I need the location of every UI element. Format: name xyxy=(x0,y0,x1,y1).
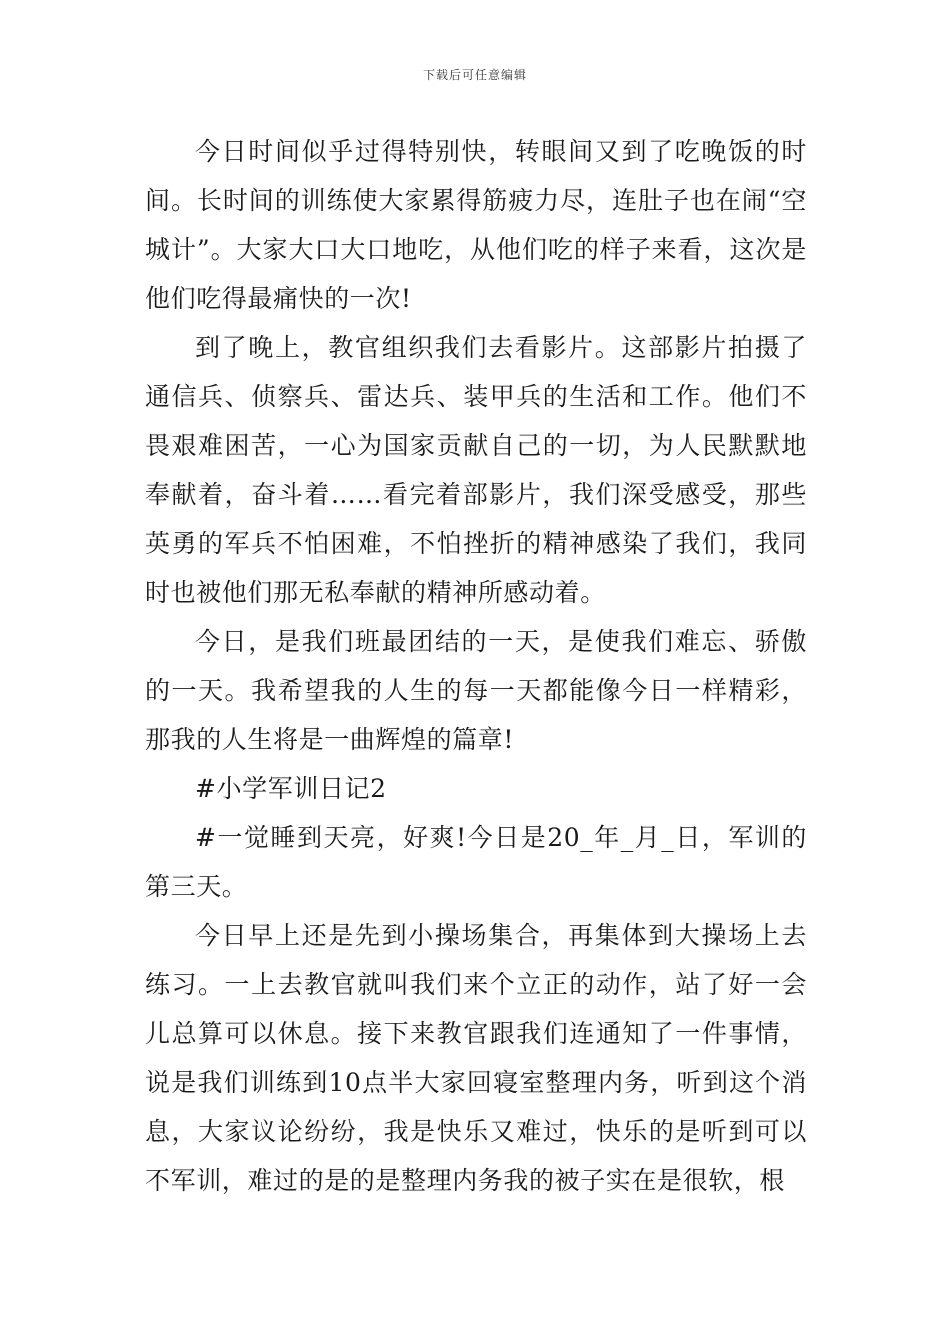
paragraph-dinner: 今日时间似乎过得特别快，转眼间又到了吃晚饭的时间。长时间的训练使大家累得筋疲力尽，连肚子也在闹“空城计”。大家大口大口地吃，从他们吃的样子来看，这次是他们吃得最痛快的一次! xyxy=(145,137,807,313)
page-header-note: 下载后可任意编辑 xyxy=(422,68,527,82)
section-heading: #小学军训日记2 xyxy=(195,774,387,803)
paragraph-conclusion: 今日，是我们班最团结的一天，是使我们难忘、骄傲的一天。我希望我的人生的每一天都能像今日一样精彩，那我的人生将是一曲辉煌的篇章! xyxy=(145,627,807,754)
paragraph-morning: 今日早上还是先到小操场集合，再集体到大操场上去练习。一上去教官就叫我们来个立正的动作，站了好一会儿总算可以休息。接下来教官跟我们连通知了一件事情，说是我们训练到10点半大家回寝室整理内务，听到这个消息，大家议论纷纷，我是快乐又难过，快乐的是听到可以不军训，难过的是的是整理内务我的被子实在是很软，根 xyxy=(145,921,807,1195)
document-body xyxy=(145,127,807,1205)
paragraph-date: #一觉睡到天亮，好爽!今日是20_年_月_日，军训的第三天。 xyxy=(145,823,807,901)
paragraph-movie: 到了晚上，教官组织我们去看影片。这部影片拍摄了通信兵、侦察兵、雷达兵、装甲兵的生活和工作。他们不畏艰难困苦，一心为国家贡献自己的一切，为人民默默地奉献着，奋斗着……看完着部影片，我们深受感受，那些英勇的军兵不怕困难，不怕挫折的精神感染了我们，我同时也被他们那无私奉献的精神所感动着。 xyxy=(145,333,807,607)
